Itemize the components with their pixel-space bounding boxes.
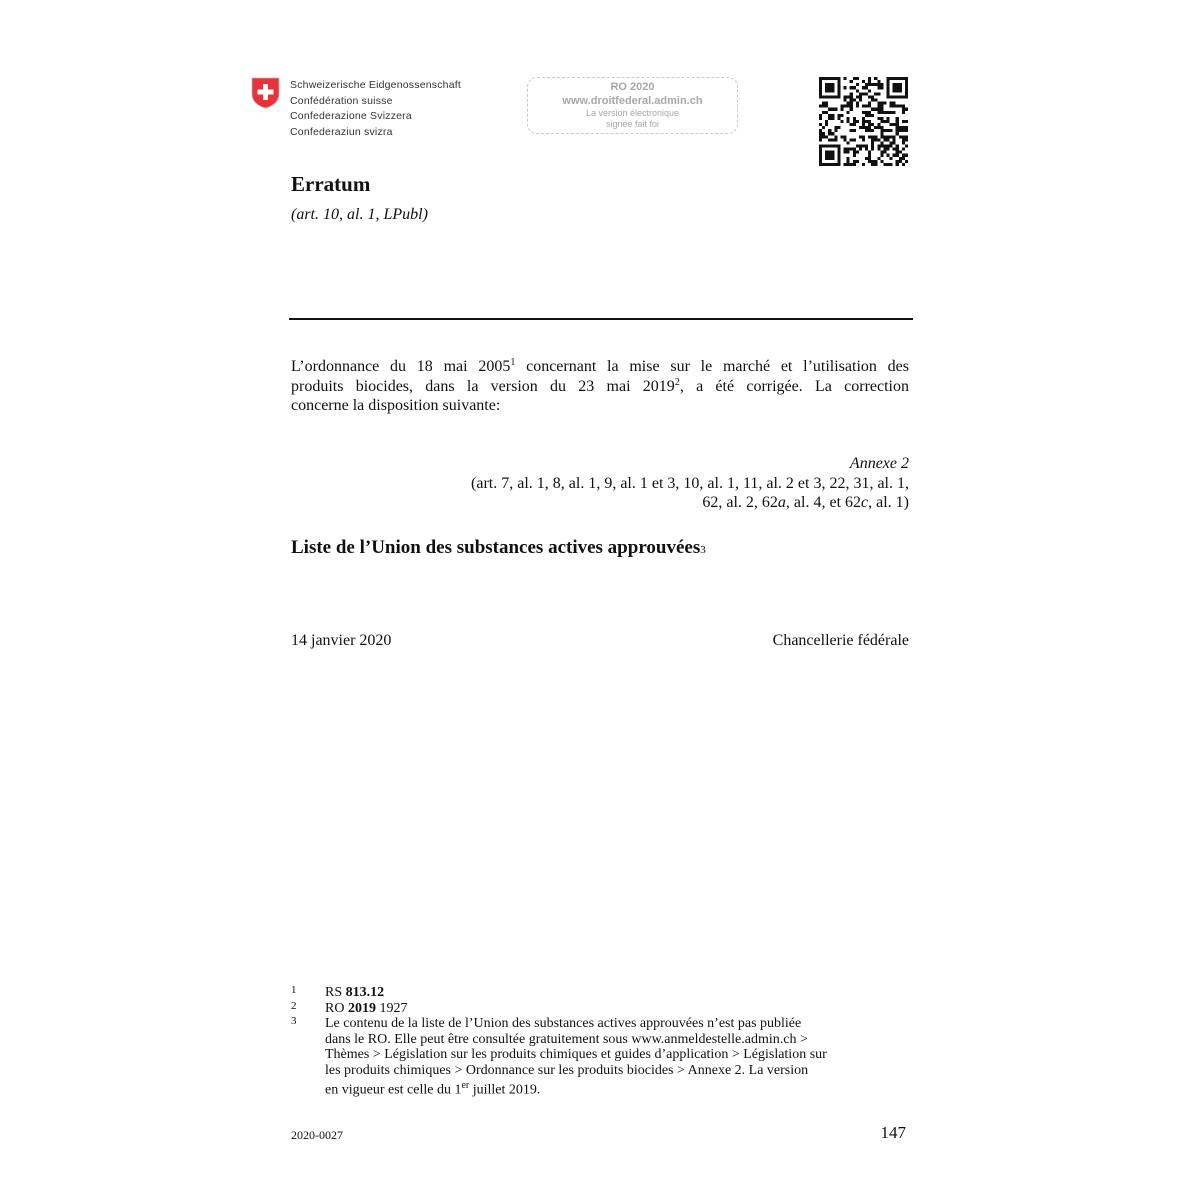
intro-line-3: concerne la disposition suivante: — [291, 397, 501, 414]
document-subtitle: (art. 10, al. 1, LPubl) — [291, 206, 428, 223]
footnote-number: 2 — [291, 999, 297, 1012]
footnote-1: 1 RS 813.12 — [291, 984, 385, 1000]
qr-code-icon — [819, 77, 908, 166]
footnote-ref-2[interactable]: 2 — [674, 376, 680, 388]
document-number: 2020-0027 — [291, 1128, 343, 1142]
ro-stamp-url: www.droitfederal.admin.ch — [562, 95, 703, 107]
gov-name-de: Schweizerische Eidgenossenschaft — [290, 79, 461, 91]
footnote-2: 2 RO 2019 1927 — [291, 999, 408, 1016]
list-title: Liste de l’Union des substances actives approuvées3 — [291, 537, 706, 558]
document-title: Erratum — [291, 172, 371, 196]
ro-stamp-note-2: signée fait foi — [605, 119, 660, 129]
ro-stamp-title: RO 2020 — [610, 81, 655, 93]
annex-heading — [400, 454, 909, 513]
intro-line-2: produits biocides, dans la version du 23 mai 2019$^2$, a été corrigée. La correction — [291, 376, 909, 395]
footnote-number: 1 — [291, 984, 297, 996]
footnote-number: 3 — [291, 1015, 297, 1027]
footnote-ref-1[interactable]: 1 — [510, 357, 516, 368]
footnote-ref-year: 2019 — [347, 1000, 376, 1016]
footnote-ref-3[interactable]: 3 — [700, 544, 706, 556]
footnote-3-line: les produits chimiques > Ordonnance sur les produits biocides > Annexe 2. La version — [325, 1062, 809, 1078]
gov-name-fr: Confédération suisse — [290, 94, 393, 107]
title-divider — [289, 318, 913, 320]
footnote-ref-code: 813.12 — [345, 985, 385, 1000]
ro-stamp — [527, 77, 738, 134]
gov-name-rm: Confederaziun svizra — [290, 125, 393, 138]
footnote-3-line: en vigueur est celle du 1er juillet 2019. — [325, 1080, 541, 1098]
signatory: Chancellerie fédérale — [772, 632, 909, 649]
footnote-3-line: Thèmes > Législation sur les produits chimiques et guides d’application > Législation sur — [325, 1047, 827, 1062]
gov-name-it: Confederazione Svizzera — [290, 110, 412, 122]
document-date: 14 janvier 2020 — [291, 632, 392, 649]
footnote-3-line: Le contenu de la liste de l’Union des substances actives approuvées n’est pas publiée — [325, 1016, 802, 1031]
page-number: 147 — [880, 1123, 906, 1142]
ro-stamp-note-1: La version électronique — [585, 108, 680, 118]
footnote-3-line: dans le RO. Elle peut être consultée gratuitement sous www.anmeldestelle.admin.ch > — [325, 1031, 808, 1047]
intro-paragraph — [291, 357, 909, 416]
annex-ref-line-2: 62, al. 2, 62a, al. 4, et 62c, al. 1) — [702, 494, 909, 511]
annex-ref-line-1: (art. 7, al. 1, 8, al. 1, 9, al. 1 et 3, 10, al. 1, 11, al. 2 et 3, 22, 31, al. 1, — [471, 474, 909, 492]
footnote-3 — [291, 1016, 911, 1098]
footnotes — [291, 985, 911, 1098]
swiss-cross-icon — [251, 77, 280, 109]
annex-title: Annexe 2 — [849, 455, 909, 472]
government-names — [290, 78, 461, 140]
intro-line-1: L’ordonnance du 18 mai 2005$^1$ concernant la mise sur le marché et l’utilisation des — [291, 357, 909, 375]
